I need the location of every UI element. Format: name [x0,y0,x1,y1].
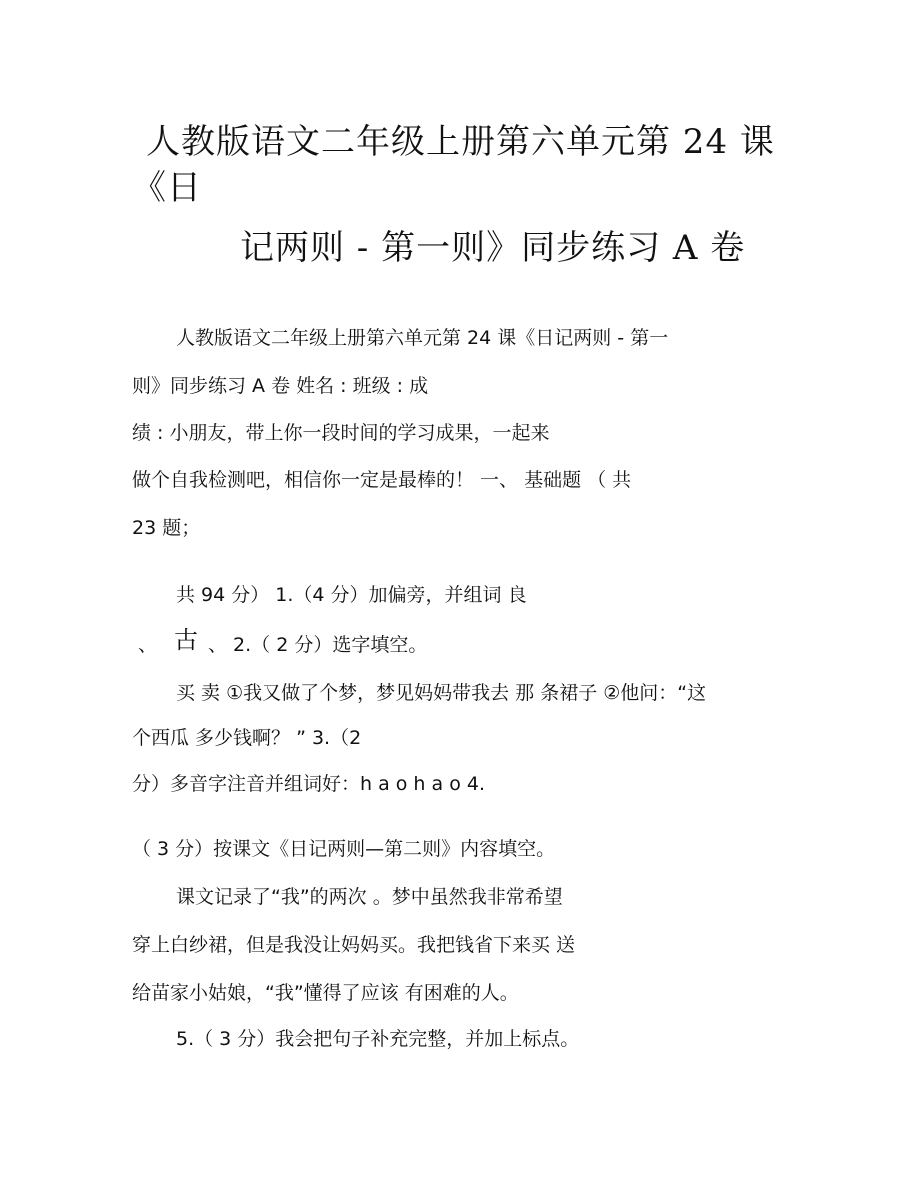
body-line: 给苗家小姑娘，“我”懂得了应该 有困难的人。 [132,982,519,1004]
document-title-line-1: 人教版语文二年级上册第六单元第 24 课 [146,122,775,162]
body-line: 个西瓜 多少钱啊？ ” 3.（2 [132,727,362,749]
body-line: 绩 : 小朋友，带上你一段时间的学习成果，一起来 [132,422,550,444]
body-line: 课文记录了“我”的两次 。梦中虽然我非常希望 [176,886,563,908]
body-line: 5.（ 3 分）我会把句子补充完整，并加上标点。 [176,1028,580,1050]
body-line-large-char: 古 [174,626,198,654]
body-line: 穿上白纱裙，但是我没让妈妈买。我把钱省下来买 送 [132,934,576,956]
body-line: 做个自我检测吧，相信你一定是最棒的！ 一、 基础题 （ 共 [132,469,632,491]
body-line: 、 2.（ 2 分）选字填空。 [208,634,428,656]
body-line: 、 [138,634,158,656]
body-line: 则》同步练习 A 卷 姓名 : 班级 : 成 [132,375,429,397]
body-line: 共 94 分） 1.（4 分）加偏旁，并组词 良 [176,584,527,606]
body-line: 23 题； [132,517,201,539]
document-title-line-3: 记两则 - 第一则》同步练习 A 卷 [240,228,746,268]
body-line: 买 卖 ①我又做了个梦，梦见妈妈带我去 那 条裙子 ②他问：“这 [176,682,707,704]
body-line: （ 3 分）按课文《日记两则—第二则》内容填空。 [132,838,556,860]
body-line: 人教版语文二年级上册第六单元第 24 课《日记两则 - 第一 [176,327,669,349]
document-title-line-2: 《日 [132,168,202,208]
body-line: 分）多音字注音并组词好：h a o h a o 4. [132,773,485,795]
